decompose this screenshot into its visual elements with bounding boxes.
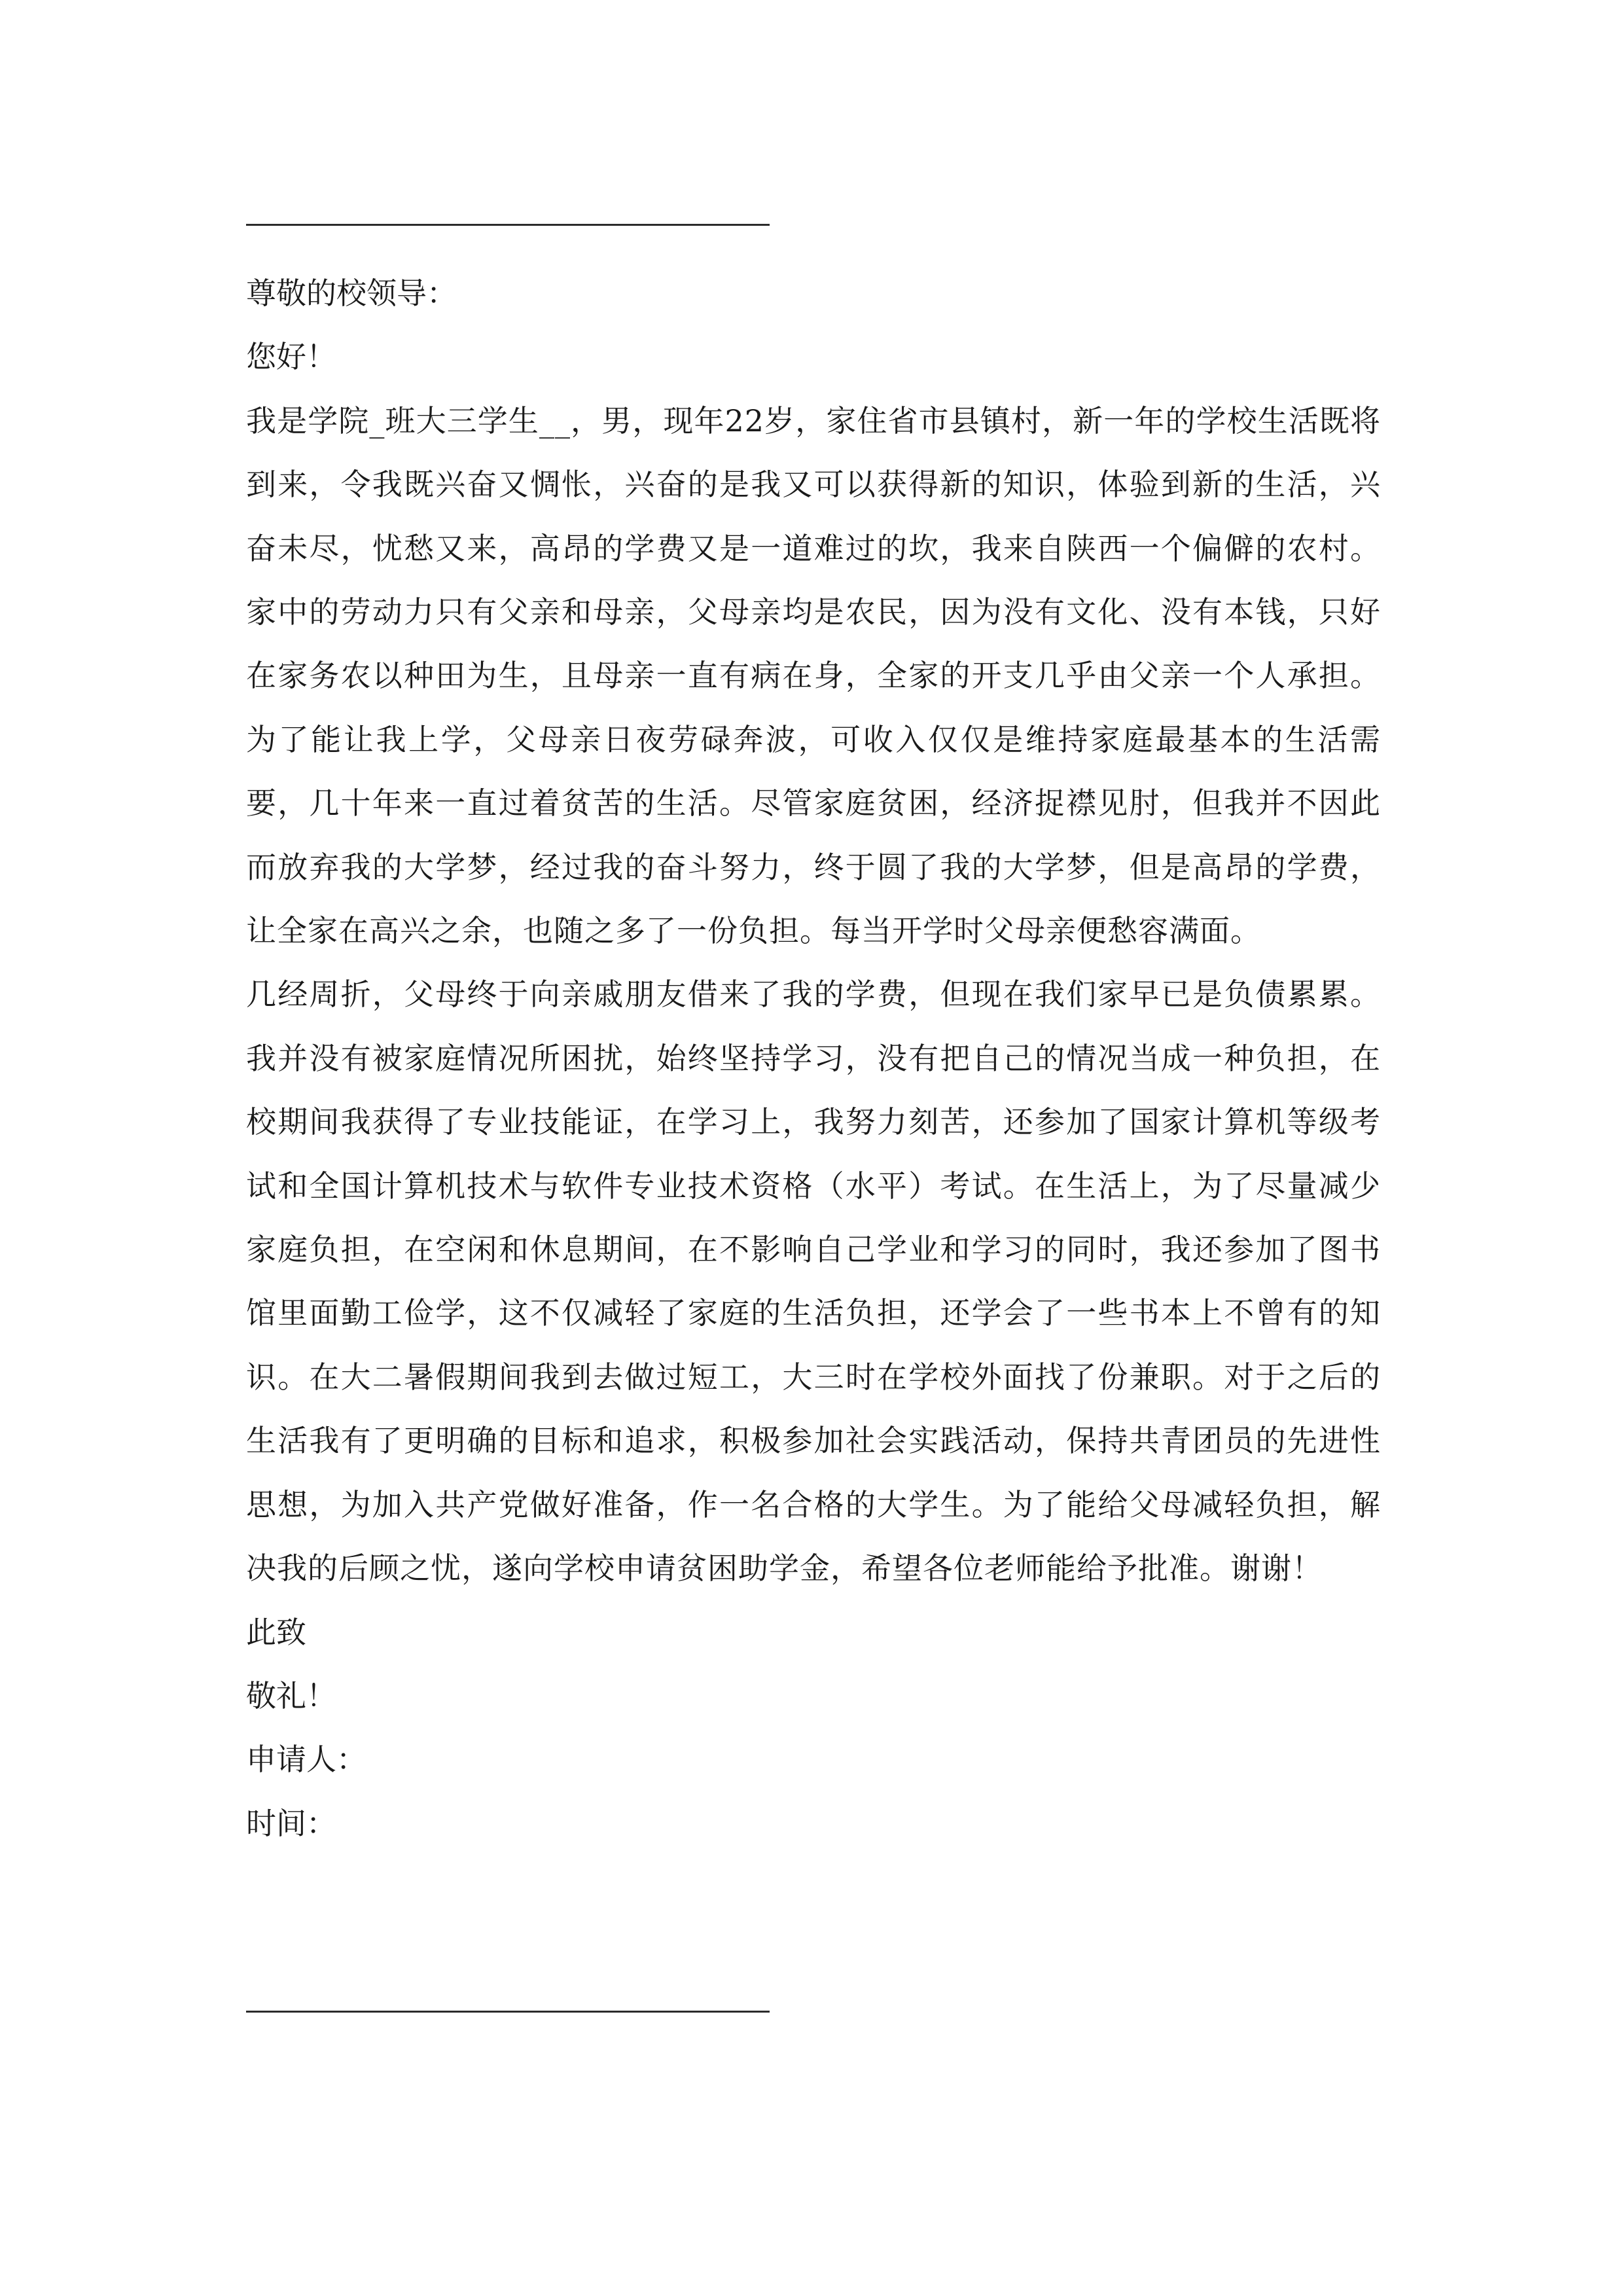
- bottom-divider: [246, 2011, 770, 2013]
- paragraph-background: 我是学院_班大三学生__，男，现年22岁，家住省市县镇村，新一年的学校生活既将到来，令我既兴奋又惆怅，兴奋的是我又可以获得新的知识，体验到新的生活，兴奋未尽，忧愁又来，高昂的学费又是一道难过的坎，我来自陕西一个偏僻的农村。家中的劳动力只有父亲和母亲，父母亲均是农民，因为没有文化、没有本钱，只好在家务农以种田为生，且母亲一直有病在身，全家的开支几乎由父亲一个人承担。为了能让我上学，父母亲日夜劳碌奔波，可收入仅仅是维持家庭最基本的生活需要，几十年来一直过着贫苦的生活。尽管家庭贫困，经济捉襟见肘，但我并不因此而放弃我的大学梦，经过我的奋斗努力，终于圆了我的大学梦，但是高昂的学费，让全家在高兴之余，也随之多了一份负担。每当开学时父母亲便愁容满面。: [246, 403, 1381, 949]
- closing-salute: 敬礼！: [246, 1677, 336, 1713]
- top-divider: [246, 224, 770, 226]
- letter-body: [246, 262, 1381, 1856]
- salutation: 尊敬的校领导：: [246, 276, 457, 311]
- closing-regards: 此致: [246, 1614, 306, 1650]
- paragraph-achievements: 几经周折，父母终于向亲戚朋友借来了我的学费，但现在我们家早已是负债累累。我并没有被家庭情况所困扰，始终坚持学习，没有把自己的情况当成一种负担，在校期间我获得了专业技能证，在学习上，我努力刻苦，还参加了国家计算机等级考试和全国计算机技术与软件专业技术资格（水平）考试。在生活上，为了尽量减少家庭负担，在空闲和休息期间，在不影响自己学业和学习的同时，我还参加了图书馆里面勤工俭学，这不仅减轻了家庭的生活负担，还学会了一些书本上不曾有的知识。在大二暑假期间我到去做过短工，大三时在学校外面找了份兼职。对于之后的生活我有了更明确的目标和追求，积极参加社会实践活动，保持共青团员的先进性思想，为加入共产党做好准备，作一名合格的大学生。为了能给父母减轻负担，解决我的后顾之忧，遂向学校申请贫困助学金，希望各位老师能给予批准。谢谢！: [246, 977, 1381, 1587]
- greeting: 您好！: [246, 339, 336, 375]
- applicant-label: 申请人：: [246, 1742, 366, 1778]
- date-label: 时间：: [246, 1805, 336, 1841]
